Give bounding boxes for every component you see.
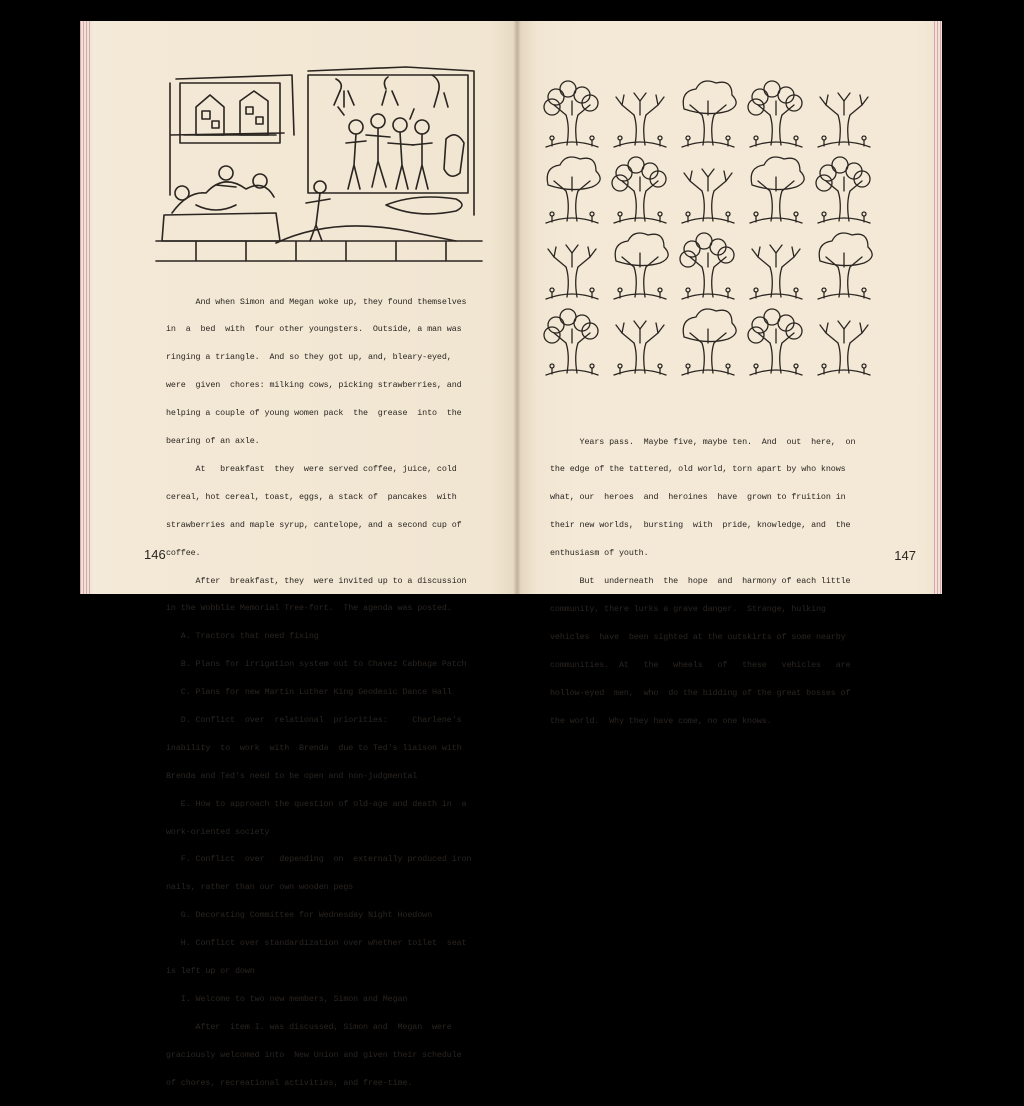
text-line: After item I. was discussed, Simon and Megan were <box>166 1021 452 1032</box>
text-line: what, our heroes and heroines have grown to fruition in <box>550 492 846 503</box>
text-line: coffee. <box>166 547 201 558</box>
tree-icon <box>544 309 598 375</box>
agenda-item: H. Conflict over standardization over whether toilet seat <box>166 938 467 949</box>
right-page-edge <box>932 21 942 594</box>
text-line: in a bed with four other youngsters. Outside, a man was <box>166 324 462 335</box>
text-line: After breakfast, they were invited up to a discussion <box>166 575 467 586</box>
tree-icon <box>818 233 872 299</box>
book-gutter <box>513 21 521 594</box>
text-line: the edge of the tattered, old world, torn apart by who knows <box>550 464 846 475</box>
page-number-left: 146 <box>144 547 166 562</box>
tree-icon <box>750 157 804 223</box>
text-line: of chores, recreational activities, and free-time. <box>166 1077 413 1088</box>
agenda-item: B. Plans for irrigation system out to Chavez Cabbage Patch <box>166 659 467 670</box>
text-line: the world. Why they have come, no one knows. <box>550 715 772 726</box>
text-line: community, there lurks a grave danger. Strange, hulking <box>550 603 826 614</box>
tree-icon <box>612 157 666 223</box>
tree-icon <box>682 169 734 223</box>
tree-icon <box>748 309 802 375</box>
text-line: nails, rather than our own wooden pegs <box>166 882 354 893</box>
page-number-right: 147 <box>894 548 916 563</box>
text-line: their new worlds, bursting with pride, knowledge, and the <box>550 520 851 531</box>
tree-icon <box>750 245 802 299</box>
text-line: bearing of an axle. <box>166 436 260 447</box>
tree-icon <box>682 81 736 147</box>
text-line: work-oriented society <box>166 826 270 837</box>
agenda-item: I. Welcome to two new members, Simon and Megan <box>166 993 408 1004</box>
text-line: hollow-eyed men, who do the bidding of the great bosses of <box>550 687 851 698</box>
tree-icon <box>546 157 600 223</box>
tree-grid-illustration <box>538 79 878 391</box>
commune-illustration <box>156 65 488 271</box>
tree-icon <box>816 157 870 223</box>
text-line: in the Wobblie Memorial Tree-fort. The agenda was posted. <box>166 603 452 614</box>
text-line: communities. At the wheels of these vehicles are <box>550 659 851 670</box>
tree-icon <box>818 93 870 147</box>
text-line: helping a couple of young women pack the grease into the <box>166 408 462 419</box>
agenda-item: C. Plans for new Martin Luther King Geodesic Dance Hall <box>166 687 452 698</box>
text-line: is left up or down <box>166 965 255 976</box>
text-line: At breakfast they were served coffee, juice, cold <box>166 463 457 474</box>
tree-icon <box>614 321 666 375</box>
text-line: vehicles have been sighted at the outskirts of some nearby <box>550 631 846 642</box>
left-page-edge <box>80 21 90 594</box>
text-line: ringing a triangle. And so they got up, and, bleary-eyed, <box>166 352 452 363</box>
tree-icon <box>614 233 668 299</box>
text-line: graciously welcomed into New Union and given their schedule <box>166 1049 462 1060</box>
agenda-item: G. Decorating Committee for Wednesday Night Hoedown <box>166 910 432 921</box>
left-page-body-text <box>166 279 471 1106</box>
tree-icon <box>748 81 802 147</box>
text-line: cereal, hot cereal, toast, eggs, a stack of pancakes with <box>166 491 457 502</box>
text-line: And when Simon and Megan woke up, they found themselves <box>166 296 467 307</box>
text-line: strawberries and maple syrup, cantelope, and a second cup of <box>166 519 462 530</box>
agenda-item: A. Tractors that need fixing <box>166 631 319 642</box>
open-book <box>80 21 942 1088</box>
agenda-item: F. Conflict over depending on externally produced iron <box>166 854 472 865</box>
tree-icon <box>680 233 734 299</box>
right-page-body-text <box>550 419 855 744</box>
agenda-item: D. Conflict over relational priorities: Charlene's <box>166 714 462 725</box>
agenda-item: E. How to approach the question of old-age and death in a <box>166 798 467 809</box>
text-line: inability to work with Brenda due to Ted's liaison with <box>166 742 462 753</box>
text-line: Brenda and Ted's need to be open and non-judgmental <box>166 770 418 781</box>
tree-icon <box>682 309 736 375</box>
tree-icon <box>818 321 870 375</box>
text-line: Years pass. Maybe five, maybe ten. And out here, on <box>550 436 856 447</box>
tree-icon <box>614 93 666 147</box>
right-page <box>517 21 942 726</box>
tree-icon <box>544 81 598 147</box>
text-line: were given chores: milking cows, picking strawberries, and <box>166 380 462 391</box>
text-line: enthusiasm of youth. <box>550 548 649 559</box>
tree-icon <box>546 245 598 299</box>
text-line: But underneath the hope and harmony of each little <box>550 576 851 587</box>
left-page <box>80 21 517 1088</box>
